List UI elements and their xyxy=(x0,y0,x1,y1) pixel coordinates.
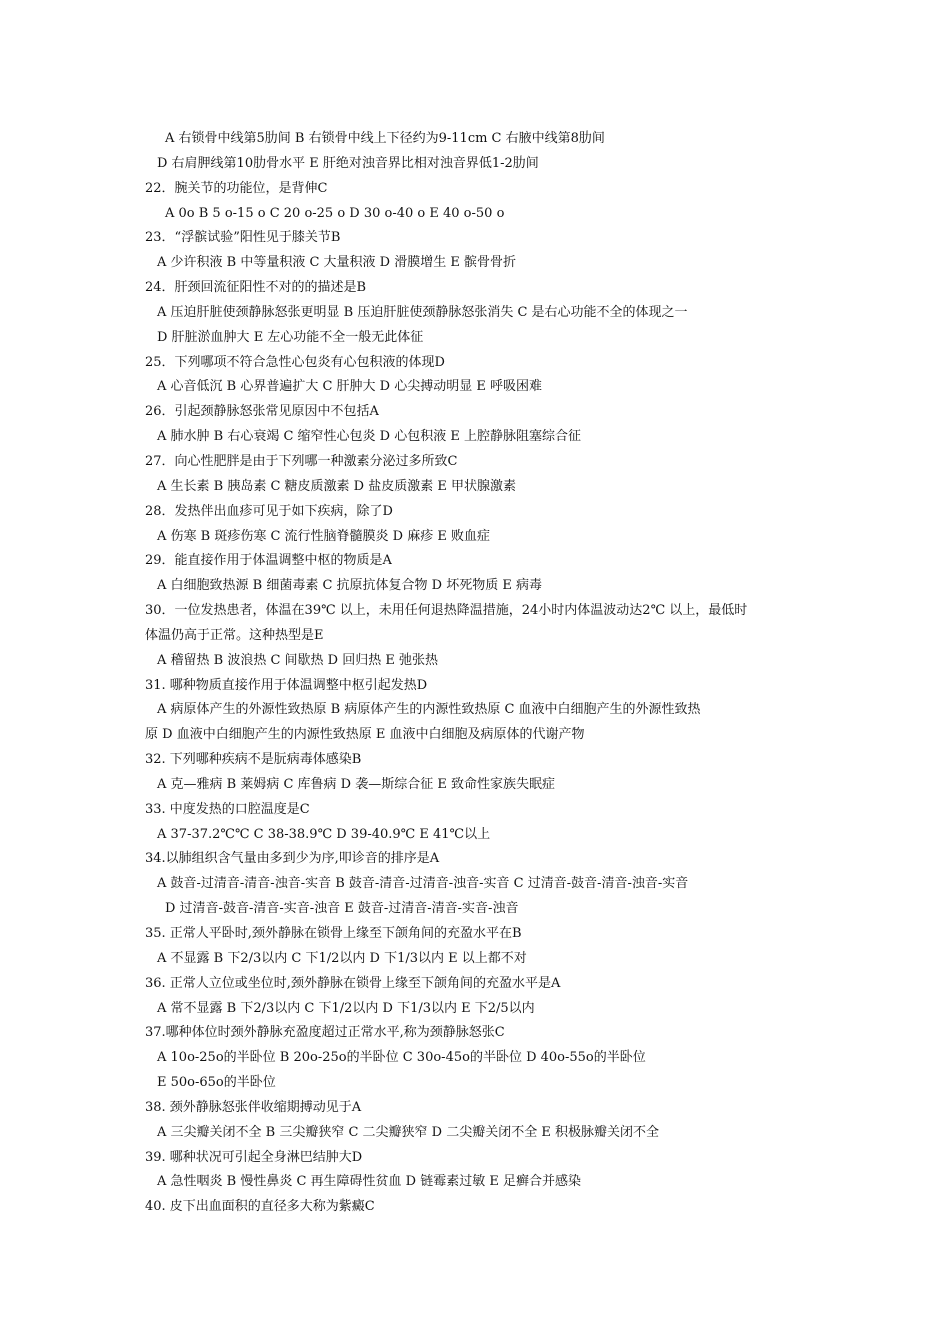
question-line: 原 D 血液中白细胞产生的内源性致热原 E 血液中白细胞及病原体的代谢产物 xyxy=(145,727,585,743)
question-line: 33. 中度发热的口腔温度是C xyxy=(145,801,310,817)
answer-options-line: A 右锁骨中线第5肋间 B 右锁骨中线上下径约为9-11cm C 右腋中线第8肋间 xyxy=(165,131,605,146)
answer-options-line: A 三尖瓣关闭不全 B 三尖瓣狭窄 C 二尖瓣狭窄 D 二尖瓣关闭不全 E 积极脉瓣关闭不全 xyxy=(157,1124,659,1140)
question-line: 34.以肺组织含气量由多到少为序,叩诊音的排序是A xyxy=(145,851,440,867)
answer-options-line: D 右肩胛线第10肋骨水平 E 肝绝对浊音界比相对浊音界低1-2肋间 xyxy=(157,155,539,171)
answer-options-line: A 少许积液 B 中等量积液 C 大量积液 D 滑膜增生 E 髌骨骨折 xyxy=(157,255,516,271)
question-line: 38. 颈外静脉怒张伴收缩期搏动见于A xyxy=(145,1099,362,1115)
answer-options-line: A 肺水肿 B 右心衰竭 C 缩窄性心包炎 D 心包积液 E 上腔静脉阻塞综合征 xyxy=(157,429,581,445)
question-line: 27．向心性肥胖是由于下列哪一种激素分泌过多所致C xyxy=(145,453,458,469)
question-line: 39. 哪种状况可引起全身淋巴结肿大D xyxy=(145,1149,363,1165)
answer-options-line: A 稽留热 B 波浪热 C 间歇热 D 回归热 E 弛张热 xyxy=(157,652,438,668)
question-line: 35. 正常人平卧时,颈外静脉在锁骨上缘至下颌角间的充盈水平在B xyxy=(145,926,522,941)
answer-options-line: E 50o-65o的半卧位 xyxy=(157,1075,276,1091)
question-line: 26．引起颈静脉怒张常见原因中不包括A xyxy=(145,404,379,420)
question-line: 29．能直接作用于体温调整中枢的物质是A xyxy=(145,553,392,569)
question-line: 25．下列哪项不符合急性心包炎有心包积液的体现D xyxy=(145,354,445,370)
answer-options-line: A 10o-25o的半卧位 B 20o-25o的半卧位 C 30o-45o的半卧位 D 40o-55o的半卧位 xyxy=(157,1050,646,1066)
answer-options-line: A 压迫肝脏使颈静脉怒张更明显 B 压迫肝脏使颈静脉怒张消失 C 是右心功能不全的体现之一 xyxy=(157,304,688,320)
answer-options-line: A 病原体产生的外源性致热原 B 病原体产生的内源性致热原 C 血液中白细胞产生的外源性致热 xyxy=(157,702,701,718)
question-line: 31. 哪种物质直接作用于体温调整中枢引起发热D xyxy=(145,677,428,693)
question-line: 32. 下列哪种疾病不是朊病毒体感染B xyxy=(145,752,362,768)
answer-options-line: A 不显露 B 下2/3以内 C 下1/2以内 D 下1/3以内 E 以上都不对 xyxy=(157,950,527,966)
question-line: 40. 皮下出血面积的直径多大称为紫癜C xyxy=(145,1199,375,1215)
question-line: 36. 正常人立位或坐位时,颈外静脉在锁骨上缘至下颌角间的充盈水平是A xyxy=(145,975,561,991)
question-line: 37.哪种体位时颈外静脉充盈度超过正常水平,称为颈静脉怒张C xyxy=(145,1025,505,1041)
answer-options-line: A 常不显露 B 下2/3以内 C 下1/2以内 D 下1/3以内 E 下2/5以内 xyxy=(157,1000,535,1016)
question-list xyxy=(145,127,815,1220)
answer-options-line: A 心音低沉 B 心界普遍扩大 C 肝肿大 D 心尖搏动明显 E 呼吸困难 xyxy=(157,379,542,395)
question-line: 体温仍高于正常。这种热型是E xyxy=(145,627,324,643)
answer-options-line: A 白细胞致热源 B 细菌毒素 C 抗原抗体复合物 D 坏死物质 E 病毒 xyxy=(157,578,542,594)
question-line: 30．一位发热患者，体温在39℃ 以上，未用任何退热降温措施，24小时内体温波动达2℃ 以上，最低时 xyxy=(145,603,748,619)
question-line: 24．肝颈回流征阳性不对的的描述是B xyxy=(145,280,367,296)
question-line: 23．“浮髌试验”阳性见于膝关节B xyxy=(145,230,341,246)
answer-options-line: A 急性咽炎 B 慢性鼻炎 C 再生障碍性贫血 D 链霉素过敏 E 足癣合并感染 xyxy=(157,1174,581,1190)
answer-options-line: D 过清音-鼓音-清音-实音-浊音 E 鼓音-过清音-清音-实音-浊音 xyxy=(165,901,519,917)
answer-options-line: A 生长素 B 胰岛素 C 糖皮质激素 D 盐皮质激素 E 甲状腺激素 xyxy=(157,478,516,494)
answer-options-line: A 0o B 5 o-15 o C 20 o-25 o D 30 o-40 o E 40 o-50 o xyxy=(165,205,505,221)
answer-options-line: A 37-37.2℃℃ C 38-38.9℃ D 39-40.9℃ E 41℃以上 xyxy=(157,826,491,842)
answer-options-line: A 鼓音-过清音-清音-浊音-实音 B 鼓音-清音-过清音-浊音-实音 C 过清音-鼓音-清音-浊音-实音 xyxy=(157,876,689,892)
answer-options-line: A 伤寒 B 斑疹伤寒 C 流行性脑脊髓膜炎 D 麻疹 E 败血症 xyxy=(157,528,490,544)
question-line: 22．腕关节的功能位，是背伸C xyxy=(145,180,328,196)
question-line: 28．发热伴出血疹可见于如下疾病，除了D xyxy=(145,503,393,519)
answer-options-line: D 肝脏淤血肿大 E 左心功能不全一般无此体征 xyxy=(157,329,424,345)
answer-options-line: A 克—雅病 B 莱姆病 C 库鲁病 D 袭—斯综合征 E 致命性家族失眠症 xyxy=(157,776,555,792)
